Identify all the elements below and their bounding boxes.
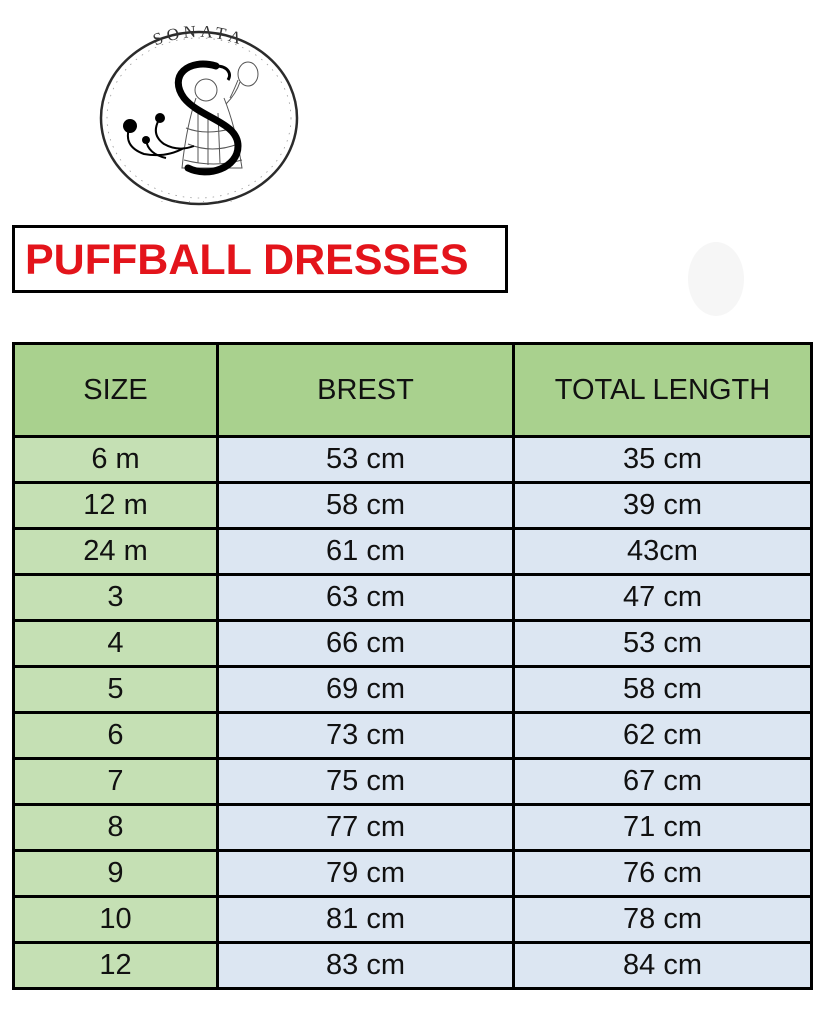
size-cell: 7 — [14, 759, 218, 805]
title-box — [12, 225, 508, 293]
size-cell: 6 — [14, 713, 218, 759]
header-size: SIZE — [14, 344, 218, 437]
brest-cell: 75 cm — [218, 759, 514, 805]
brest-cell: 73 cm — [218, 713, 514, 759]
logo-brand-text: SONATA — [150, 21, 248, 50]
table-row — [14, 437, 812, 483]
length-cell: 76 cm — [514, 851, 812, 897]
table-row — [14, 621, 812, 667]
length-cell: 78 cm — [514, 897, 812, 943]
size-cell: 12 — [14, 943, 218, 989]
size-cell: 3 — [14, 575, 218, 621]
brest-cell: 79 cm — [218, 851, 514, 897]
length-cell: 84 cm — [514, 943, 812, 989]
page-title: PUFFBALL DRESSES — [25, 236, 469, 284]
brest-cell: 58 cm — [218, 483, 514, 529]
brest-cell: 83 cm — [218, 943, 514, 989]
size-cell: 9 — [14, 851, 218, 897]
header-total-length: TOTAL LENGTH — [514, 344, 812, 437]
header-brest: BREST — [218, 344, 514, 437]
table-row — [14, 851, 812, 897]
table-row — [14, 483, 812, 529]
size-cell: 10 — [14, 897, 218, 943]
brest-cell: 63 cm — [218, 575, 514, 621]
table-row — [14, 667, 812, 713]
length-cell: 67 cm — [514, 759, 812, 805]
brest-cell: 53 cm — [218, 437, 514, 483]
brest-cell: 81 cm — [218, 897, 514, 943]
size-chart-table — [12, 342, 813, 990]
table-header-row — [14, 344, 812, 437]
table-row — [14, 575, 812, 621]
sonata-logo-graphic — [88, 18, 310, 214]
length-cell: 62 cm — [514, 713, 812, 759]
size-cell: 8 — [14, 805, 218, 851]
size-cell: 12 m — [14, 483, 218, 529]
length-cell: 71 cm — [514, 805, 812, 851]
table-row — [14, 897, 812, 943]
background-smudge — [688, 242, 744, 316]
length-cell: 58 cm — [514, 667, 812, 713]
table-row — [14, 713, 812, 759]
size-cell: 4 — [14, 621, 218, 667]
brest-cell: 61 cm — [218, 529, 514, 575]
length-cell: 47 cm — [514, 575, 812, 621]
length-cell: 53 cm — [514, 621, 812, 667]
length-cell: 43cm — [514, 529, 812, 575]
table-row — [14, 943, 812, 989]
brand-logo — [88, 18, 310, 214]
length-cell: 35 cm — [514, 437, 812, 483]
size-cell: 5 — [14, 667, 218, 713]
length-cell: 39 cm — [514, 483, 812, 529]
size-cell: 24 m — [14, 529, 218, 575]
brest-cell: 66 cm — [218, 621, 514, 667]
size-cell: 6 m — [14, 437, 218, 483]
svg-text:. . . . . .: . . . . . . — [161, 197, 237, 204]
brest-cell: 77 cm — [218, 805, 514, 851]
table-row — [14, 805, 812, 851]
table-row — [14, 529, 812, 575]
table-row — [14, 759, 812, 805]
brest-cell: 69 cm — [218, 667, 514, 713]
